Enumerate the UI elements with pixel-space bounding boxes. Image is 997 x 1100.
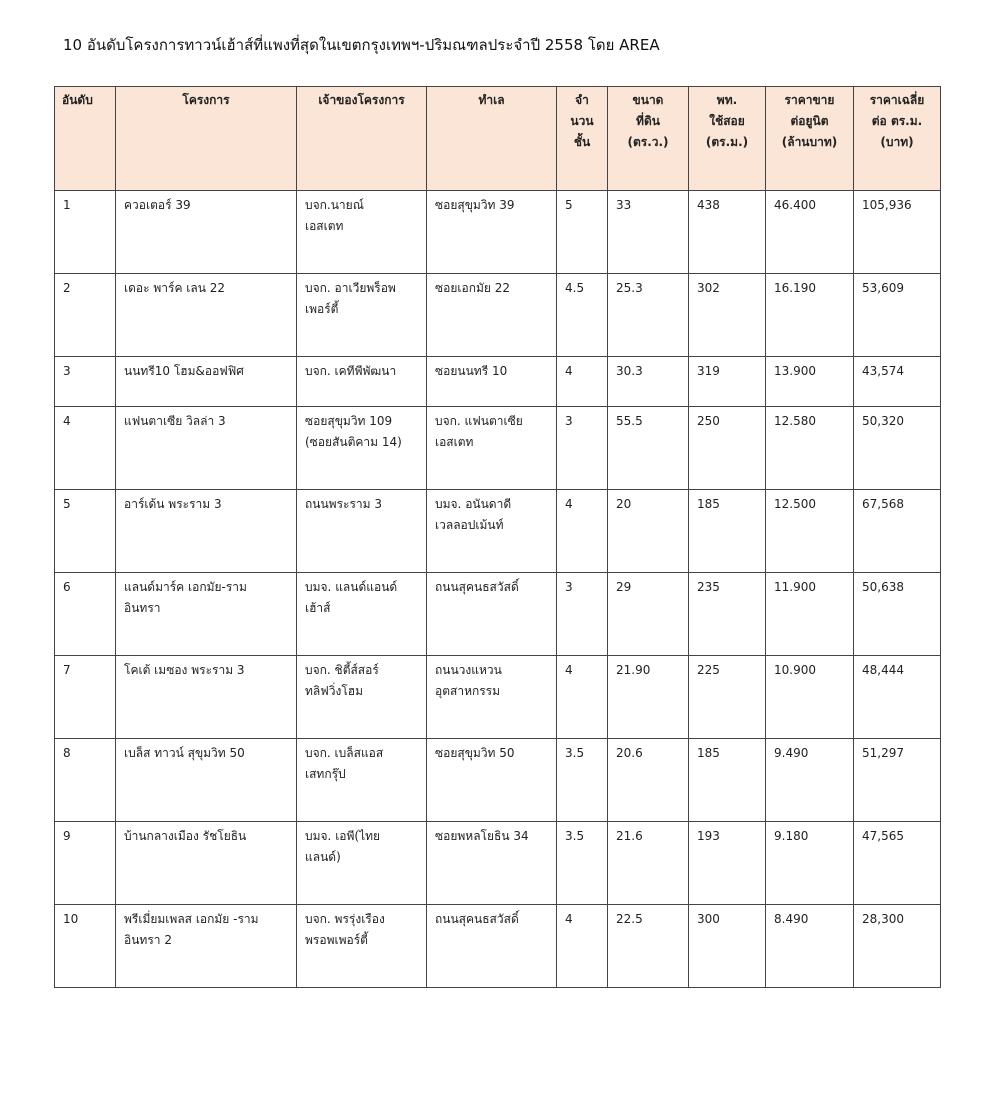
table-header-row [55,87,941,191]
cell-project: เดอะ พาร์ค เลน 22 [116,274,297,357]
cell-location: บจก. แฟนตาเซีย เอสเตท [427,407,557,490]
cell-rank: 10 [55,905,116,988]
header-usable-area: พท. ใช้สอย (ตร.ม.) [689,87,766,191]
cell-land-size: 20 [608,490,689,573]
cell-floors: 3 [557,407,608,490]
cell-avg-price-sqm: 50,638 [854,573,941,656]
cell-price-per-unit: 9.180 [766,822,854,905]
cell-price-per-unit: 8.490 [766,905,854,988]
cell-land-size: 33 [608,191,689,274]
cell-location: ถนนสุคนธสวัสดิ์ [427,905,557,988]
cell-usable-area: 235 [689,573,766,656]
cell-owner: บจก. เบล็สแอส เสทกรุ๊ป [297,739,427,822]
cell-location: ถนนสุคนธสวัสดิ์ [427,573,557,656]
table-row [55,822,941,905]
cell-project: ควอเตอร์ 39 [116,191,297,274]
townhouse-ranking-table [54,86,941,988]
cell-rank: 3 [55,357,116,407]
cell-usable-area: 185 [689,739,766,822]
cell-project: พรีเมี่ยมเพลส เอกมัย -ราม อินทรา 2 [116,905,297,988]
cell-floors: 5 [557,191,608,274]
cell-project: บ้านกลางเมือง รัชโยธิน [116,822,297,905]
cell-avg-price-sqm: 28,300 [854,905,941,988]
cell-project: แฟนตาเซีย วิลล่า 3 [116,407,297,490]
cell-floors: 4 [557,357,608,407]
cell-avg-price-sqm: 50,320 [854,407,941,490]
cell-avg-price-sqm: 67,568 [854,490,941,573]
cell-project: นนทรี10 โฮม&ออฟฟิศ [116,357,297,407]
cell-price-per-unit: 10.900 [766,656,854,739]
cell-price-per-unit: 16.190 [766,274,854,357]
cell-floors: 4 [557,656,608,739]
cell-price-per-unit: 9.490 [766,739,854,822]
cell-usable-area: 225 [689,656,766,739]
cell-floors: 3 [557,573,608,656]
cell-location: ซอยสุขุมวิท 39 [427,191,557,274]
cell-land-size: 21.90 [608,656,689,739]
cell-price-per-unit: 13.900 [766,357,854,407]
cell-owner: บมจ. เอพี(ไทย แลนด์) [297,822,427,905]
cell-rank: 4 [55,407,116,490]
cell-project: โคเต้ เมซอง พระราม 3 [116,656,297,739]
cell-location: บมจ. อนันดาดี เวลลอปเม้นท์ [427,490,557,573]
cell-land-size: 22.5 [608,905,689,988]
header-rank: อันดับ [55,87,116,191]
cell-rank: 8 [55,739,116,822]
cell-floors: 3.5 [557,739,608,822]
cell-floors: 4 [557,905,608,988]
cell-usable-area: 300 [689,905,766,988]
cell-rank: 5 [55,490,116,573]
cell-usable-area: 185 [689,490,766,573]
cell-usable-area: 302 [689,274,766,357]
cell-avg-price-sqm: 51,297 [854,739,941,822]
header-owner: เจ้าของโครงการ [297,87,427,191]
table-row [55,357,941,407]
table-row [55,407,941,490]
cell-project: เบล็ส ทาวน์ สุขุมวิท 50 [116,739,297,822]
header-avg-price-sqm: ราคาเฉลี่ย ต่อ ตร.ม. (บาท) [854,87,941,191]
cell-price-per-unit: 12.500 [766,490,854,573]
cell-price-per-unit: 11.900 [766,573,854,656]
cell-owner: บจก. ชิตี้ส์สอร์ ทลิฟวิ่งโฮม [297,656,427,739]
cell-land-size: 30.3 [608,357,689,407]
cell-floors: 3.5 [557,822,608,905]
header-land-size: ขนาด ที่ดิน (ตร.ว.) [608,87,689,191]
table-row [55,656,941,739]
cell-avg-price-sqm: 105,936 [854,191,941,274]
cell-price-per-unit: 12.580 [766,407,854,490]
cell-usable-area: 250 [689,407,766,490]
table-row [55,490,941,573]
header-price-per-unit: ราคาขาย ต่อยูนิต (ล้านบาท) [766,87,854,191]
cell-rank: 9 [55,822,116,905]
header-project: โครงการ [116,87,297,191]
cell-price-per-unit: 46.400 [766,191,854,274]
cell-rank: 2 [55,274,116,357]
cell-project: อาร์เด้น พระราม 3 [116,490,297,573]
cell-land-size: 55.5 [608,407,689,490]
document-title: 10 อันดับโครงการทาวน์เฮ้าส์ที่แพงที่สุดในเขตกรุงเทพฯ-ปริมณฑลประจำปี 2558 โดย AREA [63,36,660,54]
cell-avg-price-sqm: 47,565 [854,822,941,905]
cell-floors: 4 [557,490,608,573]
table-row [55,191,941,274]
table-row [55,274,941,357]
cell-project: แลนด์มาร์ค เอกมัย-ราม อินทรา [116,573,297,656]
cell-usable-area: 319 [689,357,766,407]
cell-avg-price-sqm: 53,609 [854,274,941,357]
cell-avg-price-sqm: 43,574 [854,357,941,407]
cell-owner: บจก. เคทีพีพัฒนา [297,357,427,407]
cell-floors: 4.5 [557,274,608,357]
cell-location: ซอยพหลโยธิน 34 [427,822,557,905]
cell-land-size: 29 [608,573,689,656]
cell-owner: บจก. อาเวียพร็อพ เพอร์ตี้ [297,274,427,357]
table-row [55,905,941,988]
cell-usable-area: 193 [689,822,766,905]
cell-owner: ถนนพระราม 3 [297,490,427,573]
table-row [55,739,941,822]
table-row [55,573,941,656]
header-location: ทำเล [427,87,557,191]
cell-location: ซอยนนทรี 10 [427,357,557,407]
cell-rank: 1 [55,191,116,274]
cell-rank: 6 [55,573,116,656]
cell-owner: บจก.นายณ์ เอสเตท [297,191,427,274]
cell-owner: บมจ. แลนด์แอนด์ เฮ้าส์ [297,573,427,656]
cell-land-size: 20.6 [608,739,689,822]
cell-land-size: 21.6 [608,822,689,905]
cell-land-size: 25.3 [608,274,689,357]
cell-location: ซอยเอกมัย 22 [427,274,557,357]
header-floors: จำ นวน ชั้น [557,87,608,191]
cell-owner: ซอยสุขุมวิท 109 (ซอยสันติคาม 14) [297,407,427,490]
cell-usable-area: 438 [689,191,766,274]
cell-location: ถนนวงแหวน อุตสาหกรรม [427,656,557,739]
cell-avg-price-sqm: 48,444 [854,656,941,739]
cell-location: ซอยสุขุมวิท 50 [427,739,557,822]
cell-owner: บจก. พรรุ่งเรือง พรอพเพอร์ตี้ [297,905,427,988]
cell-rank: 7 [55,656,116,739]
